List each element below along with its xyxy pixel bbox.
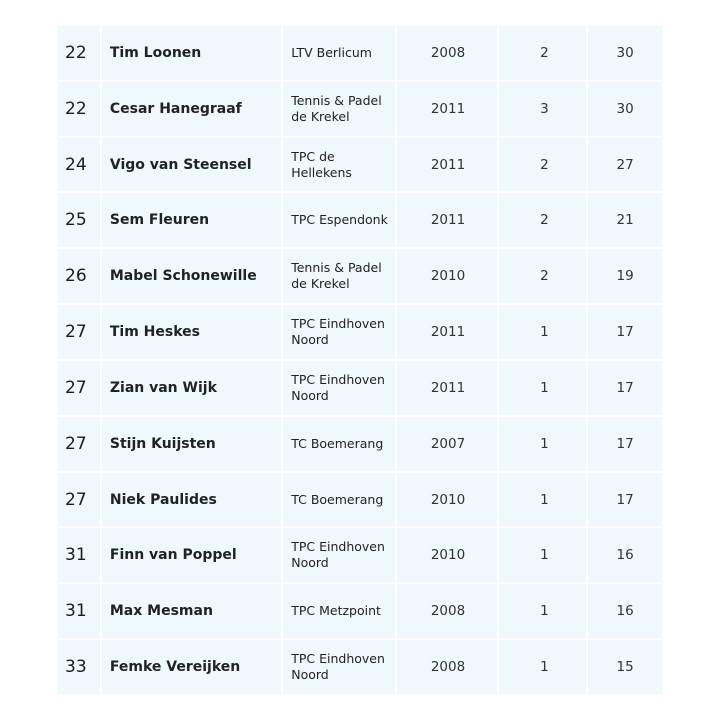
player-name-cell: Mabel Schonewille <box>102 249 281 303</box>
tournaments-cell: 1 <box>499 528 587 582</box>
birth-year-cell: 2010 <box>397 249 497 303</box>
table-row <box>58 584 662 638</box>
table-row <box>58 249 662 303</box>
birth-year-cell: 2011 <box>397 82 497 136</box>
club-cell: TPC Metzpoint <box>283 584 395 638</box>
club-cell: LTV Berlicum <box>283 26 395 80</box>
rank-cell: 27 <box>58 417 100 471</box>
rank-cell: 22 <box>58 26 100 80</box>
points-cell: 17 <box>588 305 662 359</box>
rank-cell: 22 <box>58 82 100 136</box>
club-cell: TPC Eindhoven Noord <box>283 305 395 359</box>
ranking-table <box>58 26 662 694</box>
birth-year-cell: 2011 <box>397 138 497 192</box>
player-name-cell: Femke Vereijken <box>102 640 281 694</box>
rank-cell: 26 <box>58 249 100 303</box>
table-row <box>58 305 662 359</box>
birth-year-cell: 2010 <box>397 528 497 582</box>
table-row <box>58 473 662 527</box>
points-cell: 19 <box>588 249 662 303</box>
rank-cell: 27 <box>58 361 100 415</box>
points-cell: 16 <box>588 584 662 638</box>
player-name-cell: Max Mesman <box>102 584 281 638</box>
club-cell: Tennis & Padel de Krekel <box>283 82 395 136</box>
tournaments-cell: 3 <box>499 82 587 136</box>
points-cell: 30 <box>588 26 662 80</box>
birth-year-cell: 2007 <box>397 417 497 471</box>
tournaments-cell: 2 <box>499 138 587 192</box>
birth-year-cell: 2008 <box>397 640 497 694</box>
table-row <box>58 361 662 415</box>
points-cell: 17 <box>588 361 662 415</box>
club-cell: Tennis & Padel de Krekel <box>283 249 395 303</box>
rank-cell: 24 <box>58 138 100 192</box>
tournaments-cell: 1 <box>499 417 587 471</box>
player-name-cell: Stijn Kuijsten <box>102 417 281 471</box>
player-name-cell: Cesar Hanegraaf <box>102 82 281 136</box>
club-cell: TPC Eindhoven Noord <box>283 640 395 694</box>
player-name-cell: Tim Loonen <box>102 26 281 80</box>
points-cell: 15 <box>588 640 662 694</box>
points-cell: 17 <box>588 417 662 471</box>
tournaments-cell: 1 <box>499 305 587 359</box>
birth-year-cell: 2011 <box>397 305 497 359</box>
club-cell: TPC Eindhoven Noord <box>283 361 395 415</box>
rank-cell: 31 <box>58 584 100 638</box>
club-cell: TC Boemerang <box>283 473 395 527</box>
points-cell: 16 <box>588 528 662 582</box>
tournaments-cell: 2 <box>499 249 587 303</box>
club-cell: TC Boemerang <box>283 417 395 471</box>
player-name-cell: Tim Heskes <box>102 305 281 359</box>
birth-year-cell: 2011 <box>397 361 497 415</box>
table-row <box>58 138 662 192</box>
tournaments-cell: 1 <box>499 640 587 694</box>
table-row <box>58 528 662 582</box>
tournaments-cell: 1 <box>499 584 587 638</box>
rank-cell: 27 <box>58 305 100 359</box>
player-name-cell: Niek Paulides <box>102 473 281 527</box>
table-row <box>58 193 662 247</box>
birth-year-cell: 2008 <box>397 584 497 638</box>
player-name-cell: Finn van Poppel <box>102 528 281 582</box>
table-row <box>58 640 662 694</box>
club-cell: TPC de Hellekens <box>283 138 395 192</box>
birth-year-cell: 2008 <box>397 26 497 80</box>
points-cell: 17 <box>588 473 662 527</box>
points-cell: 30 <box>588 82 662 136</box>
player-name-cell: Vigo van Steensel <box>102 138 281 192</box>
tournaments-cell: 2 <box>499 193 587 247</box>
birth-year-cell: 2010 <box>397 473 497 527</box>
rank-cell: 31 <box>58 528 100 582</box>
club-cell: TPC Espendonk <box>283 193 395 247</box>
table-row <box>58 417 662 471</box>
table-row <box>58 82 662 136</box>
club-cell: TPC Eindhoven Noord <box>283 528 395 582</box>
player-name-cell: Zian van Wijk <box>102 361 281 415</box>
player-name-cell: Sem Fleuren <box>102 193 281 247</box>
tournaments-cell: 1 <box>499 473 587 527</box>
tournaments-cell: 1 <box>499 361 587 415</box>
rank-cell: 27 <box>58 473 100 527</box>
points-cell: 27 <box>588 138 662 192</box>
birth-year-cell: 2011 <box>397 193 497 247</box>
rank-cell: 33 <box>58 640 100 694</box>
tournaments-cell: 2 <box>499 26 587 80</box>
table-row <box>58 26 662 80</box>
points-cell: 21 <box>588 193 662 247</box>
rank-cell: 25 <box>58 193 100 247</box>
